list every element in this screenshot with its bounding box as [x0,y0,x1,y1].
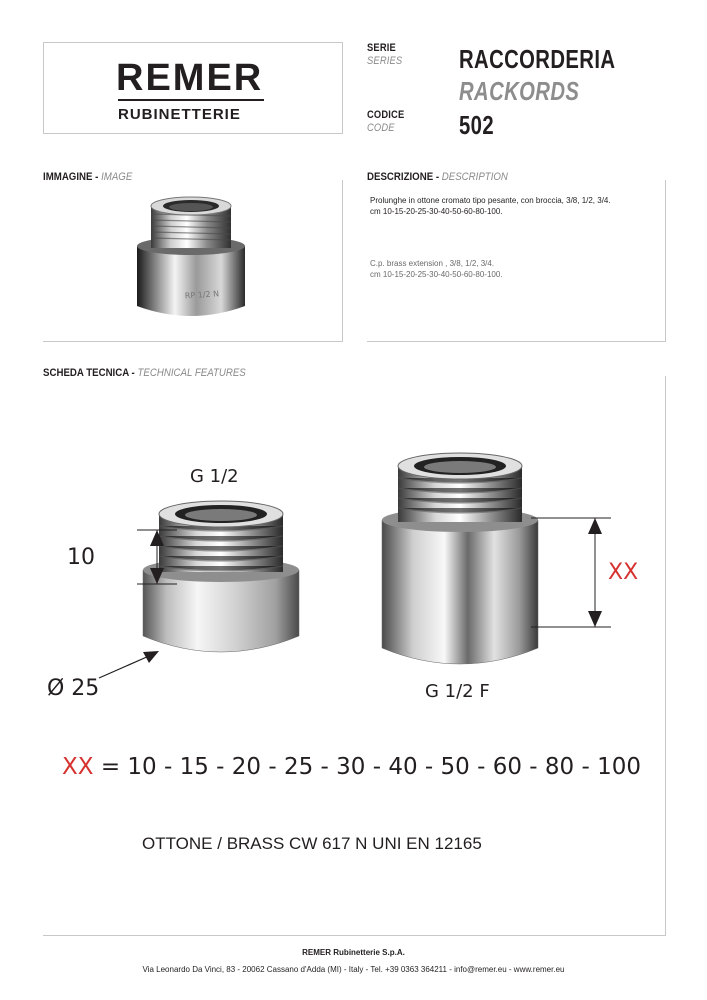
thread-label-top: G 1/2 [190,466,239,487]
product-photo [133,190,249,326]
technical-label-it: SCHEDA TECNICA [43,367,129,379]
description-it-line1: Prolunghe in ottone cromato tipo pesante, con broccia, 3/8, 1/2, 3/4. [370,196,611,205]
variable-length-dimension-arrow [531,516,611,630]
image-label-separator: - [92,171,102,183]
diameter-leader-arrow [97,646,163,686]
code-label-en: CODE [367,122,395,134]
code-label-it: CODICE [367,109,405,121]
technical-box [43,376,666,936]
thread-label-bottom: G 1/2 F [425,681,490,702]
variable-length-label: XX [608,560,639,585]
logo-box [43,42,343,134]
description-en-line2: cm 10-15-20-25-30-40-50-60-80-100. [370,270,503,279]
series-label-en: SERIES [367,55,403,67]
brand-divider [118,99,264,101]
image-box [43,180,343,342]
description-label-separator: - [433,171,442,183]
footer-company: REMER Rubinetterie S.p.A. [302,948,405,957]
description-en-line1: C.p. brass extension , 3/8, 1/2, 3/4. [370,259,495,268]
technical-label-separator: - [128,367,138,379]
image-label-it: IMMAGINE [43,171,93,183]
code-value: 502 [459,110,495,140]
footer-address: Via Leonardo Da Vinci, 83 - 20062 Cassano d'Adda (MI) - Italy - Tel. +39 0363 364211 - info@remer.eu - www.remer.eu [142,965,565,974]
description-box [367,180,666,342]
series-label-it: SERIE [367,42,396,54]
header-info [367,42,667,142]
material-spec: OTTONE / BRASS CW 617 N UNI EN 12165 [142,834,482,853]
lengths-values: = 10 - 15 - 20 - 25 - 30 - 40 - 50 - 60 - 80 - 100 [100,754,642,780]
fitting-drawing-right [376,444,546,684]
image-label-en: IMAGE [101,171,133,183]
brand-name: REMER [116,57,264,99]
description-label-it: DESCRIZIONE [367,171,434,183]
technical-label-en: TECHNICAL FEATURES [137,367,246,379]
diameter-value: Ø 25 [47,676,100,701]
product-marking: RP 1/2 N [184,289,220,301]
series-value-it: RACCORDERIA [459,44,616,74]
brand-subtitle: RUBINETTERIE [118,106,241,123]
lengths-line [62,754,641,780]
lengths-prefix: XX [62,754,94,780]
series-value-en: RACKORDS [459,76,580,106]
height-dimension-arrow [137,528,177,586]
description-label-en: DESCRIPTION [441,171,508,183]
height-value: 10 [67,545,95,570]
description-it-line2: cm 10-15-20-25-30-40-50-60-80-100. [370,207,503,216]
